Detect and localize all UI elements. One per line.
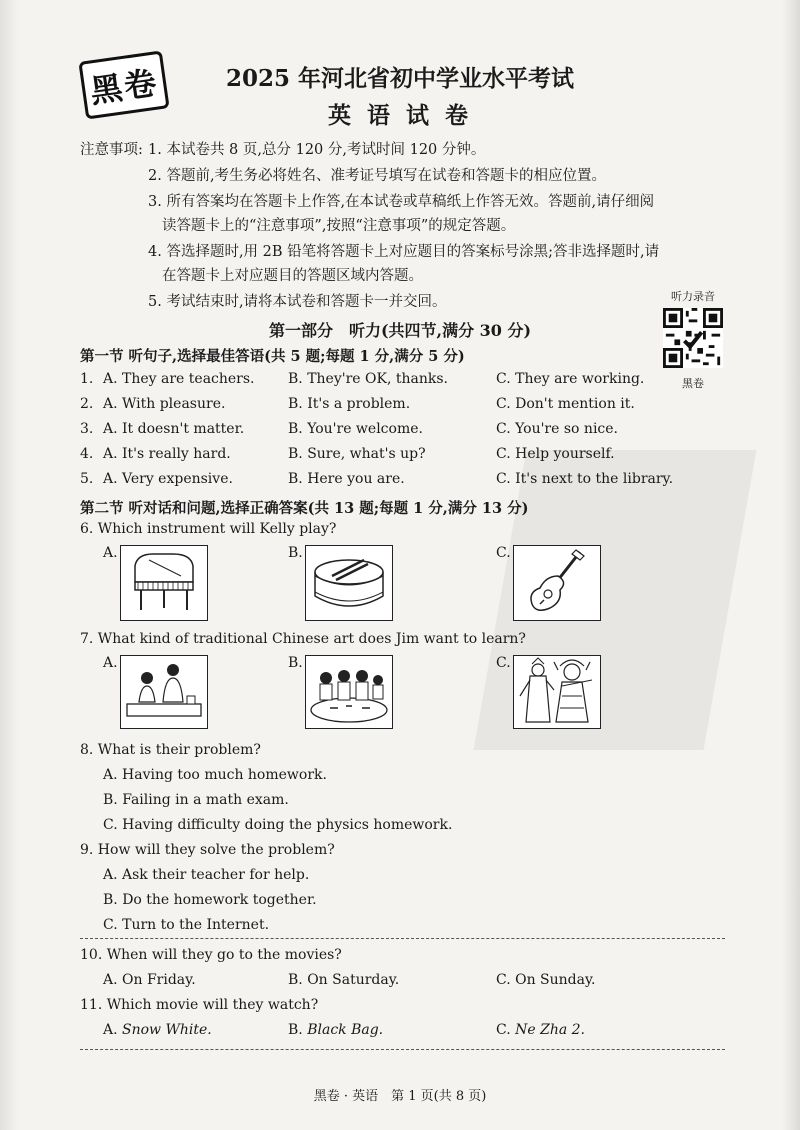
section-1-heading: 第一节 听句子,选择最佳答语(共 5 题;每题 1 分,满分 5 分) — [80, 348, 465, 365]
section-2-heading: 第二节 听对话和问题,选择正确答案(共 13 题;每题 1 分,满分 13 分) — [80, 500, 529, 517]
question-10-option-c[interactable]: C. On Sunday. — [496, 972, 596, 988]
question-7-option-c[interactable] — [513, 655, 601, 729]
question-5-option-c[interactable]: C. It's next to the library. — [496, 471, 674, 487]
question-7-text: 7. What kind of traditional Chinese art does Jim want to learn? — [80, 631, 526, 647]
option-a-label: A. — [103, 1022, 118, 1038]
qr-label: 听力录音 — [671, 290, 715, 303]
page-shadow-right — [782, 0, 800, 1130]
question-11-option-c[interactable] — [496, 1022, 585, 1038]
option-b-title: Black Bag. — [307, 1022, 384, 1038]
piano-icon — [121, 546, 207, 620]
note-2: 2. 答题前,考生务必将姓名、准考证号填写在试卷和答题卡的相应位置。 — [148, 168, 607, 184]
question-2-option-a[interactable]: A. With pleasure. — [103, 396, 226, 412]
question-6-label-c: C. — [496, 545, 511, 561]
dashed-divider — [80, 938, 725, 939]
question-2-number: 2. — [80, 396, 94, 412]
question-11-text: 11. Which movie will they watch? — [80, 997, 319, 1013]
question-6-option-a[interactable] — [120, 545, 208, 621]
question-10-option-a[interactable]: A. On Friday. — [103, 972, 196, 988]
question-10-option-b[interactable]: B. On Saturday. — [288, 972, 400, 988]
question-5-option-b[interactable]: B. Here you are. — [288, 471, 405, 487]
question-3-option-b[interactable]: B. You're welcome. — [288, 421, 423, 437]
question-7-label-b: B. — [288, 655, 303, 671]
exam-subtitle: 英 语 试 卷 — [327, 102, 473, 129]
question-6-label-a: A. — [103, 545, 118, 561]
dashed-divider-bottom — [80, 1049, 725, 1050]
question-1-number: 1. — [80, 371, 94, 387]
question-4-option-b[interactable]: B. Sure, what's up? — [288, 446, 426, 462]
paper-cutting-class-icon — [306, 656, 392, 728]
question-6-option-c[interactable] — [513, 545, 601, 621]
question-8-text: 8. What is their problem? — [80, 742, 261, 758]
question-9-option-b[interactable]: B. Do the homework together. — [103, 892, 317, 908]
note-1: 1. 本试卷共 8 页,总分 120 分,考试时间 120 分钟。 — [148, 142, 486, 158]
question-5-option-a[interactable]: A. Very expensive. — [103, 471, 233, 487]
question-11-option-b[interactable] — [288, 1022, 383, 1038]
calligraphy-class-icon — [121, 656, 207, 728]
question-3-option-c[interactable]: C. You're so nice. — [496, 421, 618, 437]
page-shadow-left — [0, 0, 18, 1130]
question-10-text: 10. When will they go to the movies? — [80, 947, 342, 963]
guitar-icon — [514, 546, 600, 620]
note-3-line-2: 读答题卡上的“注意事项”,按照“注意事项”的规定答题。 — [162, 218, 516, 234]
drum-icon — [306, 546, 392, 620]
question-8-option-a[interactable]: A. Having too much homework. — [103, 767, 327, 783]
question-4-option-a[interactable]: A. It's really hard. — [103, 446, 231, 462]
question-9-option-a[interactable]: A. Ask their teacher for help. — [103, 867, 310, 883]
note-5: 5. 考试结束时,请将本试卷和答题卡一并交回。 — [148, 294, 447, 310]
qr-caption: 黑卷 — [682, 377, 704, 390]
option-b-label: B. — [288, 1022, 303, 1038]
part-1-title: 第一部分 听力(共四节,满分 30 分) — [268, 321, 532, 340]
exam-title: 2025 年河北省初中学业水平考试 — [225, 65, 575, 92]
question-11-option-a[interactable] — [103, 1022, 212, 1038]
question-7-label-a: A. — [103, 655, 118, 671]
question-8-option-b[interactable]: B. Failing in a math exam. — [103, 792, 289, 808]
note-4-line-1: 4. 答选择题时,用 2B 铅笔将答题卡上对应题目的答案标号涂黑;答非选择题时,请 — [148, 244, 660, 260]
option-c-title: Ne Zha 2. — [515, 1022, 586, 1038]
question-6-text: 6. Which instrument will Kelly play? — [80, 521, 337, 537]
question-7-label-c: C. — [496, 655, 511, 671]
question-9-option-c[interactable]: C. Turn to the Internet. — [103, 917, 270, 933]
question-1-option-b[interactable]: B. They're OK, thanks. — [288, 371, 448, 387]
question-4-number: 4. — [80, 446, 94, 462]
option-a-title: Snow White. — [122, 1022, 212, 1038]
question-6-option-b[interactable] — [305, 545, 393, 621]
question-2-option-c[interactable]: C. Don't mention it. — [496, 396, 635, 412]
question-6-label-b: B. — [288, 545, 303, 561]
notes-label: 注意事项: — [80, 142, 143, 158]
option-c-label: C. — [496, 1022, 511, 1038]
note-3-line-1: 3. 所有答案均在答题卡上作答,在本试卷或草稿纸上作答无效。答题前,请仔细阅 — [148, 194, 655, 210]
question-1-option-c[interactable]: C. They are working. — [496, 371, 645, 387]
question-1-option-a[interactable]: A. They are teachers. — [103, 371, 255, 387]
question-8-option-c[interactable]: C. Having difficulty doing the physics homework. — [103, 817, 453, 833]
question-3-option-a[interactable]: A. It doesn't matter. — [103, 421, 245, 437]
question-7-option-a[interactable] — [120, 655, 208, 729]
logo-text: 黑卷 — [87, 63, 161, 111]
peking-opera-icon — [514, 656, 600, 728]
question-7-option-b[interactable] — [305, 655, 393, 729]
question-5-number: 5. — [80, 471, 94, 487]
note-4-line-2: 在答题卡上对应题目的答题区域内答题。 — [162, 268, 423, 284]
question-9-text: 9. How will they solve the problem? — [80, 842, 335, 858]
question-4-option-c[interactable]: C. Help yourself. — [496, 446, 615, 462]
page-footer: 黑卷 · 英语 第 1 页(共 8 页) — [313, 1089, 487, 1104]
question-2-option-b[interactable]: B. It's a problem. — [288, 396, 411, 412]
question-3-number: 3. — [80, 421, 94, 437]
